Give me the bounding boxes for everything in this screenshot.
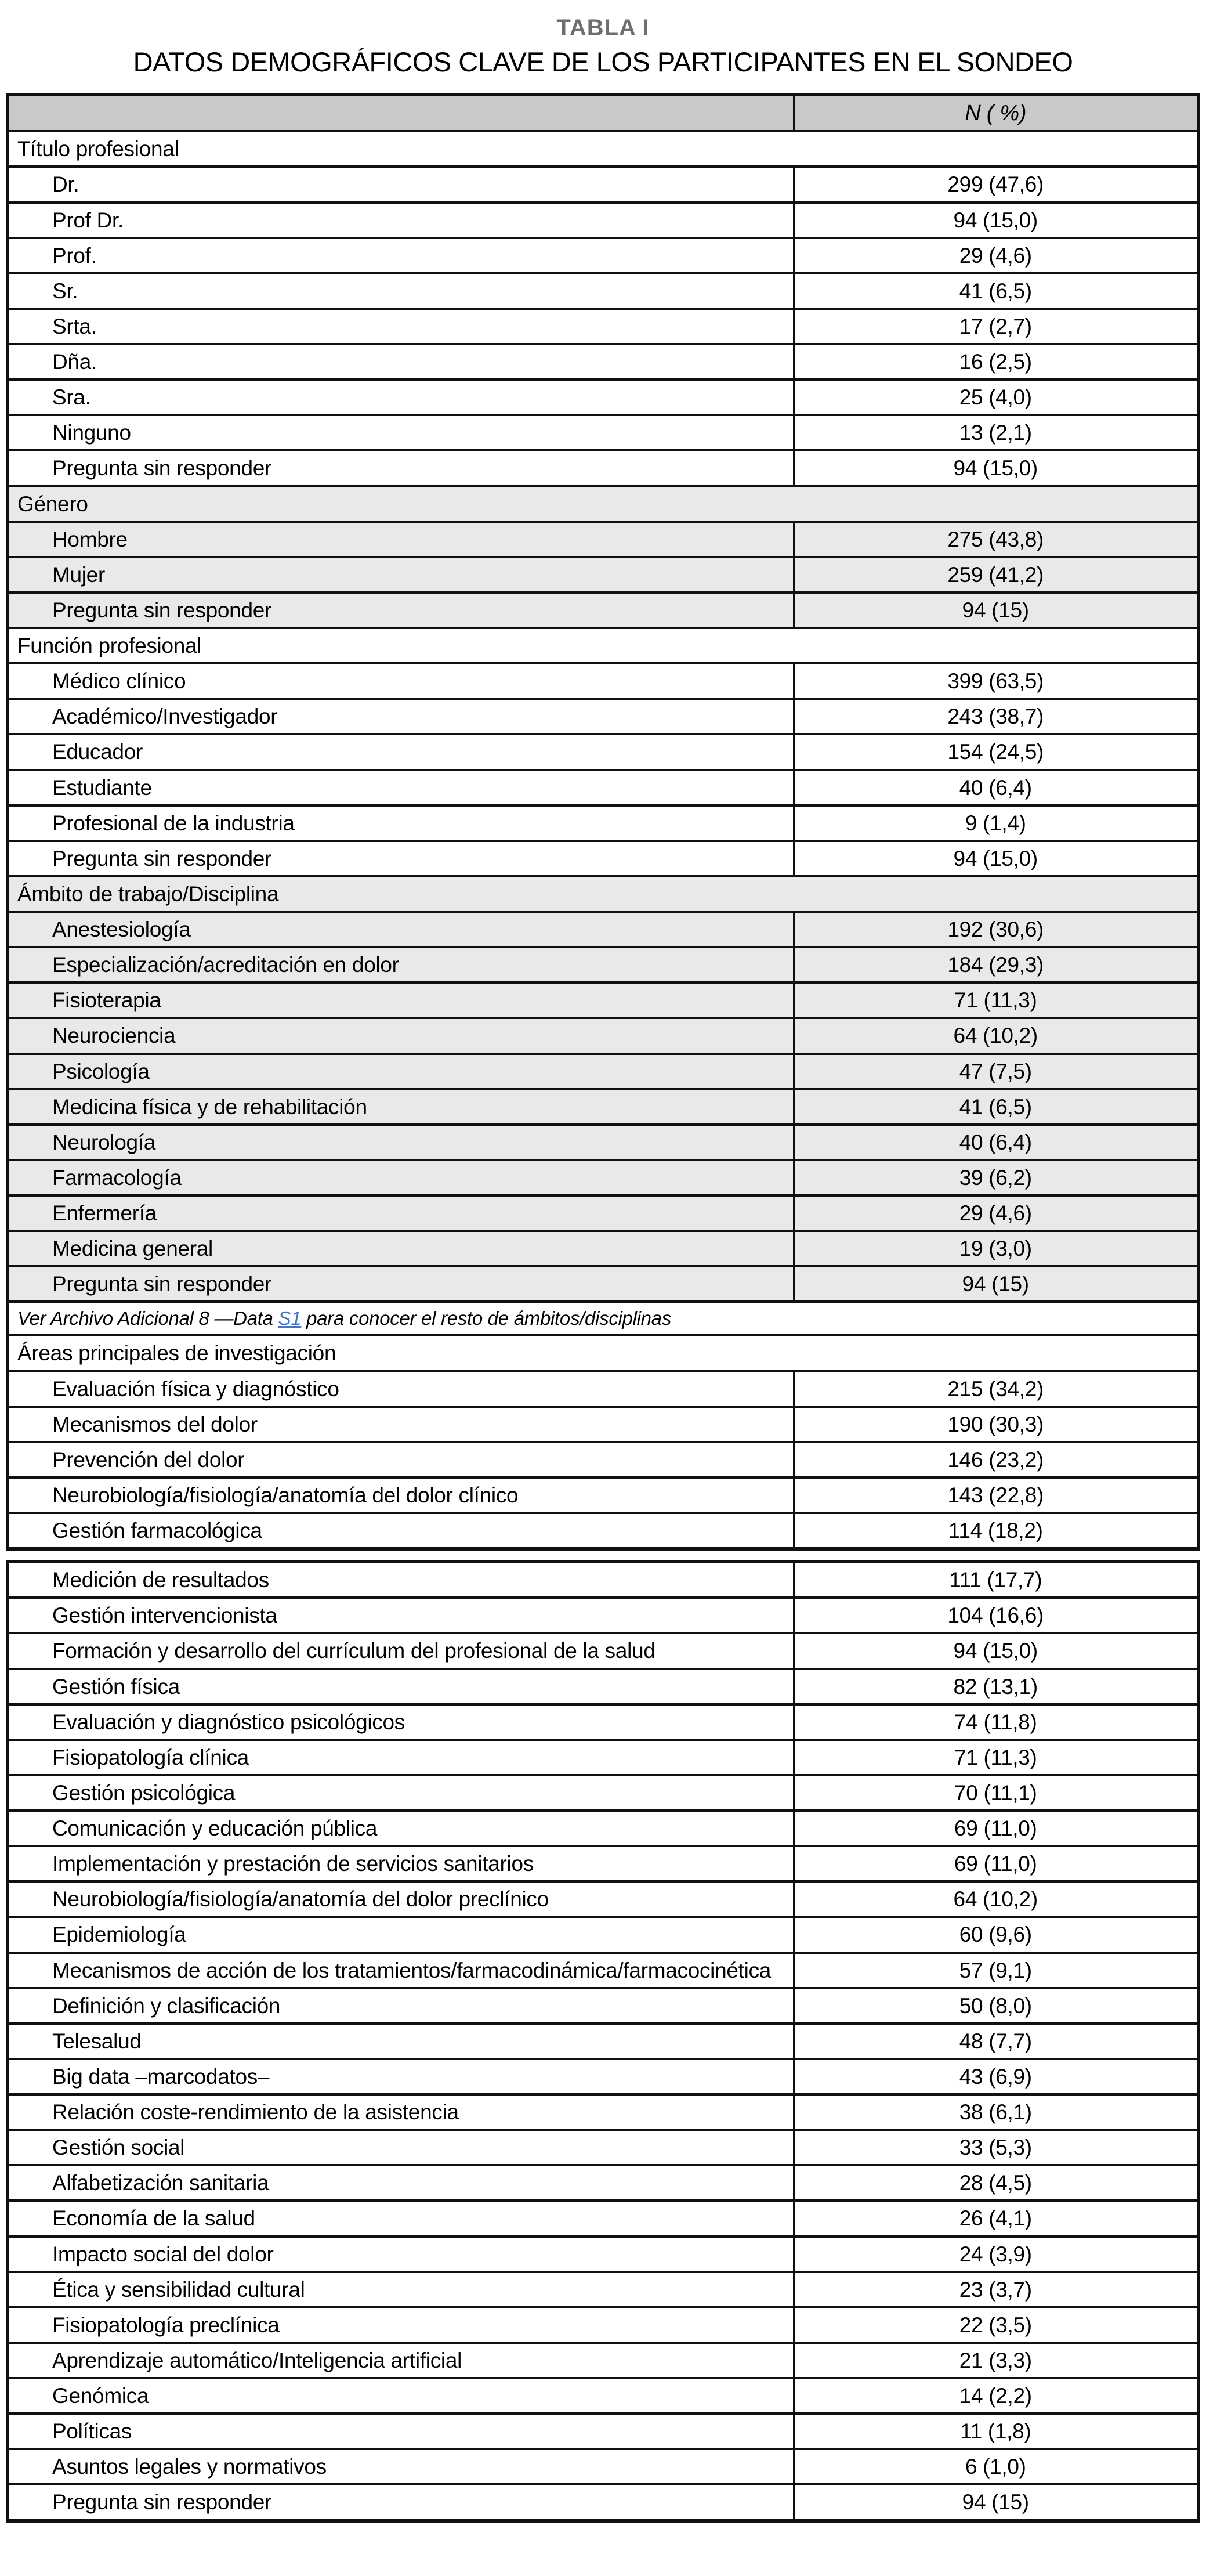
table-row	[8, 947, 1198, 982]
row-label-cell: Prof.	[8, 238, 794, 273]
table-row	[8, 238, 1198, 273]
section-header-cell: Ámbito de trabajo/Disciplina	[8, 876, 1198, 912]
row-label-cell: Políticas	[8, 2414, 794, 2449]
table-row	[8, 1846, 1198, 1881]
table-row	[8, 1407, 1198, 1442]
row-value-cell: 299 (47,6)	[794, 167, 1198, 202]
table-row	[8, 1740, 1198, 1775]
table-row	[8, 450, 1198, 486]
row-value-cell: 243 (38,7)	[794, 699, 1198, 734]
table-row	[8, 663, 1198, 699]
row-label-cell: Mujer	[8, 557, 794, 592]
row-value-cell: 39 (6,2)	[794, 1160, 1198, 1195]
table-row	[8, 203, 1198, 238]
row-label-cell: Prevención del dolor	[8, 1442, 794, 1477]
table-row	[8, 1988, 1198, 2024]
table-row	[8, 1598, 1198, 1633]
table-row	[8, 770, 1198, 805]
row-label-cell: Evaluación física y diagnóstico	[8, 1371, 794, 1407]
table-row	[8, 2237, 1198, 2272]
table-row	[8, 167, 1198, 202]
table-row	[8, 1054, 1198, 1089]
row-label-cell: Aprendizaje automático/Inteligencia artificial	[8, 2343, 794, 2378]
row-label-cell: Evaluación y diagnóstico psicológicos	[8, 1704, 794, 1740]
row-label-cell: Medicina física y de rehabilitación	[8, 1089, 794, 1125]
row-value-cell: 94 (15,0)	[794, 450, 1198, 486]
row-value-cell: 19 (3,0)	[794, 1231, 1198, 1266]
table-part2-body	[8, 1562, 1198, 2520]
row-label-cell: Telesalud	[8, 2024, 794, 2059]
table-header-row	[8, 95, 1198, 131]
row-label-cell: Fisiopatología clínica	[8, 1740, 794, 1775]
row-label-cell: Comunicación y educación pública	[8, 1811, 794, 1846]
row-label-cell: Gestión física	[8, 1669, 794, 1704]
row-value-cell: 64 (10,2)	[794, 1881, 1198, 1917]
row-value-cell: 69 (11,0)	[794, 1811, 1198, 1846]
row-label-cell: Sr.	[8, 273, 794, 309]
table-row	[8, 2414, 1198, 2449]
row-label-cell: Enfermería	[8, 1195, 794, 1231]
section-header-row	[8, 628, 1198, 663]
table-row	[8, 1633, 1198, 1668]
row-label-cell: Educador	[8, 734, 794, 769]
row-value-cell: 29 (4,6)	[794, 238, 1198, 273]
section-header-row	[8, 131, 1198, 167]
table-row	[8, 1477, 1198, 1513]
row-value-cell: 25 (4,0)	[794, 380, 1198, 415]
section-header-cell: Título profesional	[8, 131, 1198, 167]
note-prefix: Ver Archivo Adicional 8 —Data	[17, 1307, 278, 1329]
row-label-cell: Impacto social del dolor	[8, 2237, 794, 2272]
table-row	[8, 2130, 1198, 2165]
row-label-cell: Alfabetización sanitaria	[8, 2165, 794, 2201]
row-label-cell: Neurobiología/fisiología/anatomía del dolor preclínico	[8, 1881, 794, 1917]
row-value-cell: 14 (2,2)	[794, 2378, 1198, 2414]
table-row	[8, 1125, 1198, 1160]
table-row	[8, 1513, 1198, 1549]
section-header-row	[8, 876, 1198, 912]
row-label-cell: Hombre	[8, 522, 794, 557]
row-label-cell: Gestión psicológica	[8, 1775, 794, 1811]
table-row	[8, 2165, 1198, 2201]
row-value-cell: 94 (15)	[794, 592, 1198, 628]
table-row	[8, 2378, 1198, 2414]
row-label-cell: Formación y desarrollo del currículum del profesional de la salud	[8, 1633, 794, 1668]
row-value-cell: 146 (23,2)	[794, 1442, 1198, 1477]
demographics-table-part2-continuation	[6, 1560, 1200, 2522]
row-label-cell: Ética y sensibilidad cultural	[8, 2272, 794, 2307]
table-row	[8, 2272, 1198, 2307]
row-label-cell: Psicología	[8, 1054, 794, 1089]
table-row	[8, 522, 1198, 557]
row-label-cell: Especialización/acreditación en dolor	[8, 947, 794, 982]
row-value-cell: 28 (4,5)	[794, 2165, 1198, 2201]
row-label-cell: Economía de la salud	[8, 2201, 794, 2236]
table-part1-body	[8, 95, 1198, 1549]
table-row	[8, 2307, 1198, 2343]
row-value-cell: 6 (1,0)	[794, 2449, 1198, 2484]
row-value-cell: 40 (6,4)	[794, 1125, 1198, 1160]
table-row	[8, 699, 1198, 734]
row-value-cell: 11 (1,8)	[794, 2414, 1198, 2449]
table-row	[8, 1371, 1198, 1407]
row-label-cell: Gestión social	[8, 2130, 794, 2165]
row-label-cell: Neurociencia	[8, 1018, 794, 1053]
table-row	[8, 1704, 1198, 1740]
row-value-cell: 40 (6,4)	[794, 770, 1198, 805]
table-title: TABLA I	[556, 15, 650, 41]
row-value-cell: 13 (2,1)	[794, 415, 1198, 450]
table-row	[8, 1775, 1198, 1811]
table-row	[8, 805, 1198, 841]
row-value-cell: 74 (11,8)	[794, 1704, 1198, 1740]
row-value-cell: 71 (11,3)	[794, 982, 1198, 1018]
row-value-cell: 57 (9,1)	[794, 1953, 1198, 1988]
row-value-cell: 104 (16,6)	[794, 1598, 1198, 1633]
row-value-cell: 69 (11,0)	[794, 1846, 1198, 1881]
row-label-cell: Anestesiología	[8, 912, 794, 947]
row-value-cell: 23 (3,7)	[794, 2272, 1198, 2307]
row-label-cell: Implementación y prestación de servicios sanitarios	[8, 1846, 794, 1881]
row-label-cell: Medicina general	[8, 1231, 794, 1266]
row-label-cell: Sra.	[8, 380, 794, 415]
row-value-cell: 41 (6,5)	[794, 273, 1198, 309]
table-row	[8, 1089, 1198, 1125]
row-value-cell: 275 (43,8)	[794, 522, 1198, 557]
row-label-cell: Gestión intervencionista	[8, 1598, 794, 1633]
table-row	[8, 2059, 1198, 2094]
table-row	[8, 1562, 1198, 1598]
row-value-cell: 190 (30,3)	[794, 1407, 1198, 1442]
row-value-cell: 94 (15)	[794, 1266, 1198, 1302]
section-header-cell: Género	[8, 486, 1198, 522]
row-value-cell: 70 (11,1)	[794, 1775, 1198, 1811]
row-label-cell: Pregunta sin responder	[8, 450, 794, 486]
row-value-cell: 94 (15,0)	[794, 1633, 1198, 1668]
table-row	[8, 734, 1198, 769]
row-value-cell: 24 (3,9)	[794, 2237, 1198, 2272]
table-row	[8, 912, 1198, 947]
demographics-table-part1	[6, 93, 1200, 1551]
row-value-cell: 143 (22,8)	[794, 1477, 1198, 1513]
row-label-cell: Neurobiología/fisiología/anatomía del dolor clínico	[8, 1477, 794, 1513]
table-row	[8, 1917, 1198, 1952]
row-value-cell: 64 (10,2)	[794, 1018, 1198, 1053]
table-row	[8, 2094, 1198, 2130]
table-row	[8, 592, 1198, 628]
table-row	[8, 1953, 1198, 1988]
table-row	[8, 1195, 1198, 1231]
row-label-cell: Pregunta sin responder	[8, 841, 794, 876]
row-value-cell: 43 (6,9)	[794, 2059, 1198, 2094]
table-row	[8, 415, 1198, 450]
table-row	[8, 309, 1198, 344]
table-row	[8, 2024, 1198, 2059]
header-n-percent-cell: N ( %)	[794, 95, 1198, 131]
row-label-cell: Estudiante	[8, 770, 794, 805]
row-label-cell: Farmacología	[8, 1160, 794, 1195]
table-row	[8, 1231, 1198, 1266]
row-label-cell: Mecanismos del dolor	[8, 1407, 794, 1442]
table-row	[8, 273, 1198, 309]
note-suffix: para conocer el resto de ámbitos/disciplinas	[301, 1307, 671, 1329]
s1-link[interactable]: S1	[278, 1307, 302, 1329]
section-header-row	[8, 486, 1198, 522]
row-value-cell: 215 (34,2)	[794, 1371, 1198, 1407]
table-row	[8, 2343, 1198, 2378]
row-label-cell: Definición y clasificación	[8, 1988, 794, 2024]
row-value-cell: 48 (7,7)	[794, 2024, 1198, 2059]
row-label-cell: Big data –marcodatos–	[8, 2059, 794, 2094]
row-value-cell: 71 (11,3)	[794, 1740, 1198, 1775]
row-value-cell: 22 (3,5)	[794, 2307, 1198, 2343]
row-label-cell: Pregunta sin responder	[8, 1266, 794, 1302]
row-value-cell: 154 (24,5)	[794, 734, 1198, 769]
row-label-cell: Neurología	[8, 1125, 794, 1160]
row-value-cell: 16 (2,5)	[794, 344, 1198, 380]
row-label-cell: Fisioterapia	[8, 982, 794, 1018]
row-value-cell: 94 (15)	[794, 2484, 1198, 2520]
row-label-cell: Pregunta sin responder	[8, 592, 794, 628]
row-value-cell: 259 (41,2)	[794, 557, 1198, 592]
row-value-cell: 26 (4,1)	[794, 2201, 1198, 2236]
row-label-cell: Relación coste-rendimiento de la asistencia	[8, 2094, 794, 2130]
row-value-cell: 29 (4,6)	[794, 1195, 1198, 1231]
row-value-cell: 184 (29,3)	[794, 947, 1198, 982]
row-label-cell: Dr.	[8, 167, 794, 202]
row-value-cell: 399 (63,5)	[794, 663, 1198, 699]
table-row	[8, 1018, 1198, 1053]
table-row	[8, 2449, 1198, 2484]
row-label-cell: Médico clínico	[8, 663, 794, 699]
row-value-cell: 47 (7,5)	[794, 1054, 1198, 1089]
table-row	[8, 557, 1198, 592]
table-row	[8, 1266, 1198, 1302]
table-row	[8, 1442, 1198, 1477]
table-subtitle: DATOS DEMOGRÁFICOS CLAVE DE LOS PARTICIPANTES EN EL SONDEO	[133, 46, 1073, 77]
note-row	[8, 1302, 1198, 1335]
row-label-cell: Genómica	[8, 2378, 794, 2414]
header-empty-cell	[8, 95, 794, 131]
row-value-cell: 9 (1,4)	[794, 805, 1198, 841]
row-label-cell: Epidemiología	[8, 1917, 794, 1952]
row-label-cell: Asuntos legales y normativos	[8, 2449, 794, 2484]
section-header-row	[8, 1335, 1198, 1371]
row-value-cell: 60 (9,6)	[794, 1917, 1198, 1952]
section-header-cell: Áreas principales de investigación	[8, 1335, 1198, 1371]
table-row	[8, 2201, 1198, 2236]
row-value-cell: 17 (2,7)	[794, 309, 1198, 344]
table-row	[8, 2484, 1198, 2520]
table-row	[8, 1669, 1198, 1704]
table-row	[8, 1160, 1198, 1195]
section-header-cell: Función profesional	[8, 628, 1198, 663]
row-label-cell: Académico/Investigador	[8, 699, 794, 734]
row-label-cell: Srta.	[8, 309, 794, 344]
table-row	[8, 982, 1198, 1018]
row-value-cell: 38 (6,1)	[794, 2094, 1198, 2130]
row-label-cell: Mecanismos de acción de los tratamientos/farmacodinámica/farmacocinética	[8, 1953, 794, 1988]
row-label-cell: Pregunta sin responder	[8, 2484, 794, 2520]
row-value-cell: 111 (17,7)	[794, 1562, 1198, 1598]
row-value-cell: 114 (18,2)	[794, 1513, 1198, 1549]
row-label-cell: Ninguno	[8, 415, 794, 450]
table-row	[8, 841, 1198, 876]
table-row	[8, 380, 1198, 415]
row-value-cell: 192 (30,6)	[794, 912, 1198, 947]
row-label-cell: Fisiopatología preclínica	[8, 2307, 794, 2343]
row-value-cell: 50 (8,0)	[794, 1988, 1198, 2024]
row-label-cell: Prof Dr.	[8, 203, 794, 238]
table-row	[8, 1881, 1198, 1917]
row-value-cell: 94 (15,0)	[794, 203, 1198, 238]
row-value-cell: 21 (3,3)	[794, 2343, 1198, 2378]
row-label-cell: Medición de resultados	[8, 1562, 794, 1598]
row-value-cell: 41 (6,5)	[794, 1089, 1198, 1125]
row-value-cell: 82 (13,1)	[794, 1669, 1198, 1704]
table-row	[8, 344, 1198, 380]
row-label-cell: Gestión farmacológica	[8, 1513, 794, 1549]
row-label-cell: Dña.	[8, 344, 794, 380]
row-label-cell: Profesional de la industria	[8, 805, 794, 841]
row-value-cell: 33 (5,3)	[794, 2130, 1198, 2165]
row-value-cell: 94 (15,0)	[794, 841, 1198, 876]
note-cell	[8, 1302, 1198, 1335]
table-row	[8, 1811, 1198, 1846]
